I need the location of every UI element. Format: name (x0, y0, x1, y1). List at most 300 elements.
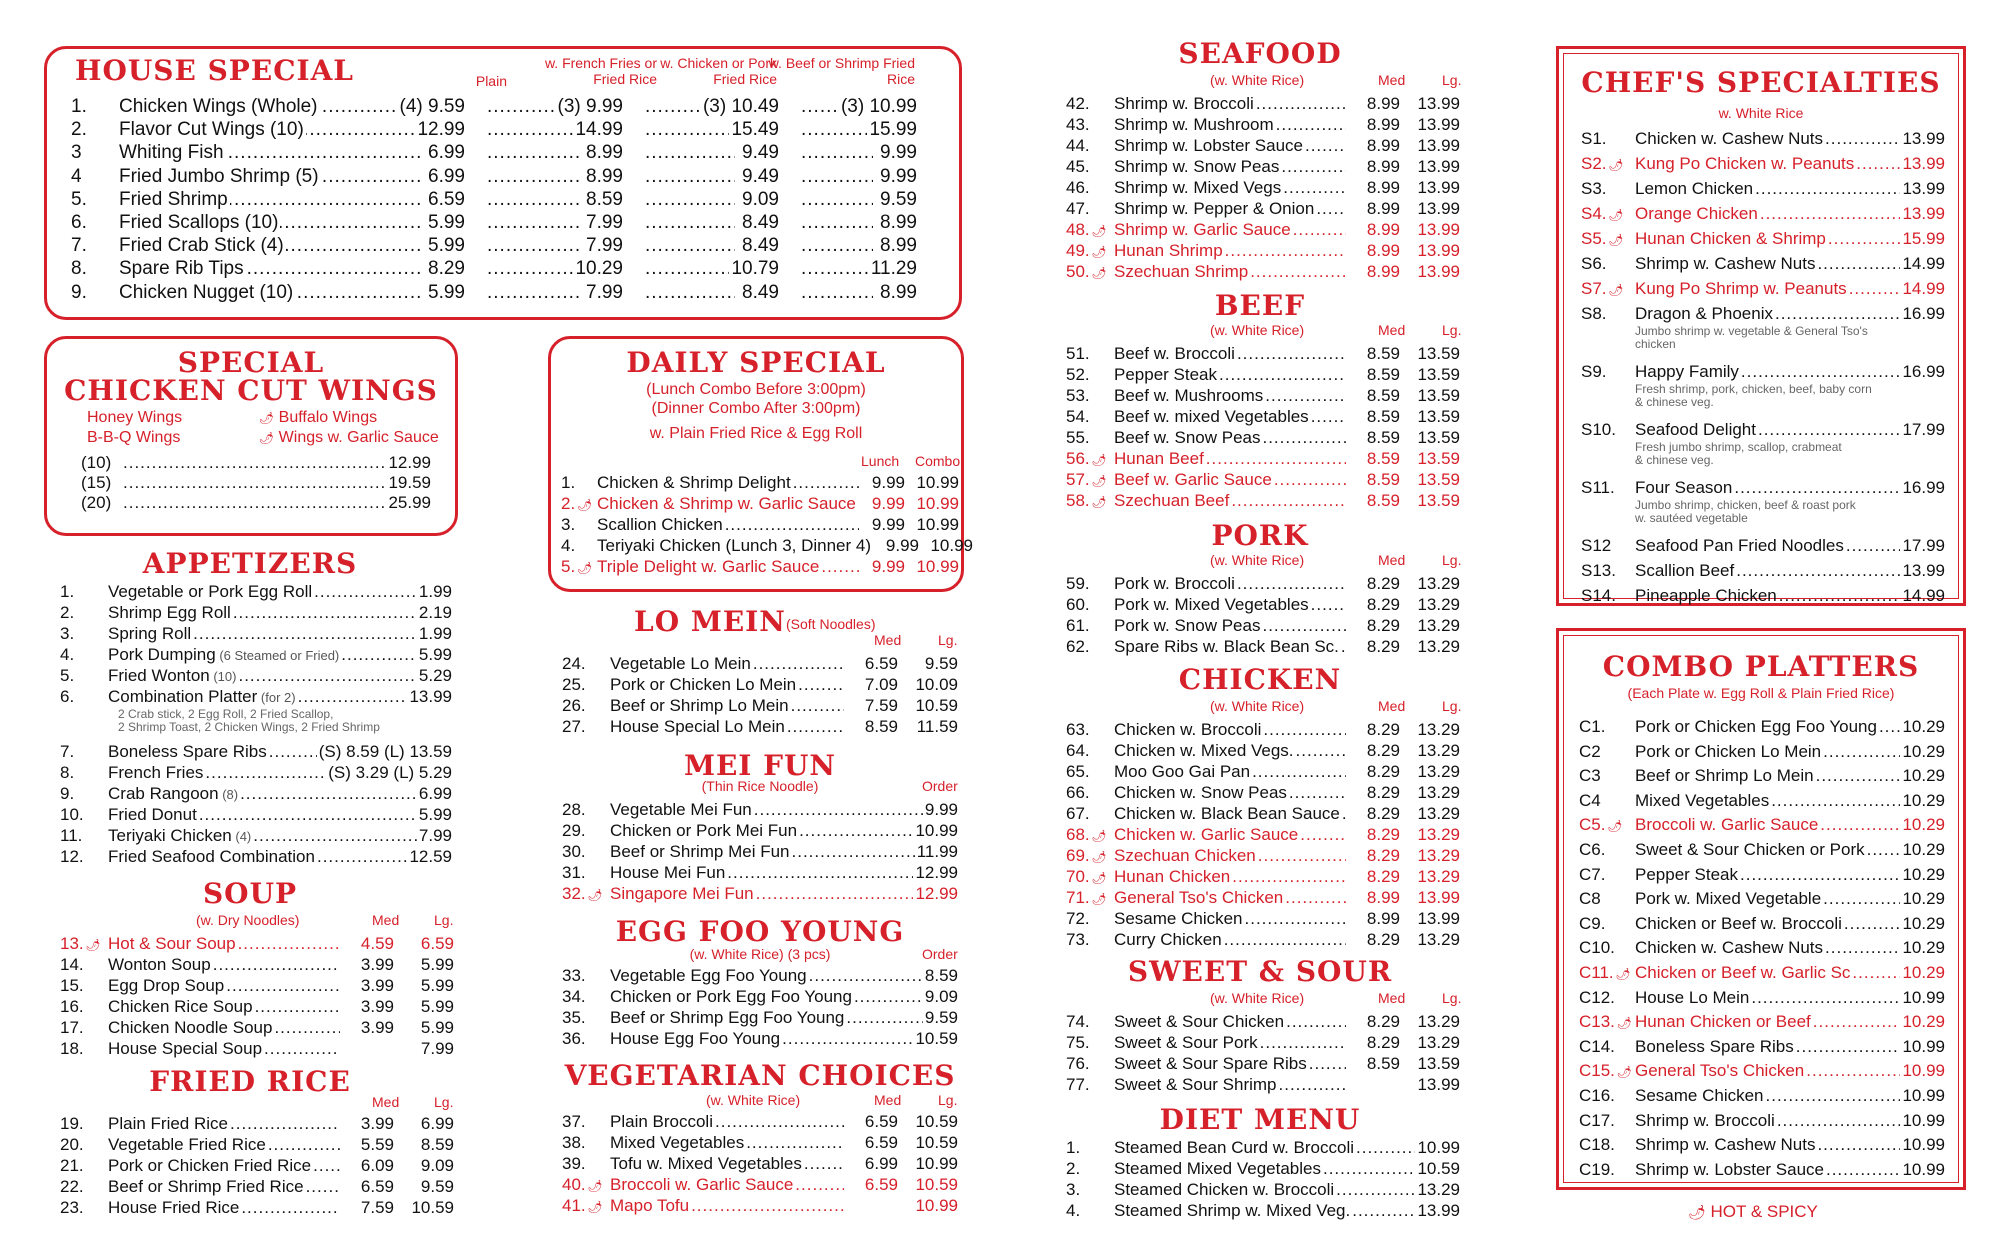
soup-subtitle: (w. Dry Noodles) (196, 912, 300, 928)
leader-dots (801, 190, 873, 210)
leader-dots (1311, 595, 1346, 615)
leader-dots (317, 847, 407, 867)
price: 25.99 (388, 493, 431, 512)
item-number-text: S4. (1581, 204, 1607, 223)
item-number: 15. (60, 976, 84, 995)
leader-dots (1356, 1138, 1415, 1158)
item-name: General Tso's Chicken (1114, 888, 1284, 907)
leader-dots (756, 884, 914, 904)
leader-dots (241, 1198, 340, 1218)
vegetarian-lg-header: Lg. (938, 1092, 958, 1108)
leader-dots (801, 236, 873, 256)
leader-dots (1237, 574, 1346, 594)
item-name: Mixed Vegetables (1635, 790, 1770, 810)
price-med: 8.29 (1366, 574, 1400, 593)
item-name: Tofu w. Mixed Vegetables (610, 1154, 802, 1173)
pepper-icon: 🌶︎ (1608, 283, 1624, 297)
pepper-icon: 🌶︎ (85, 938, 101, 952)
pepper-icon: 🌶︎ (1607, 819, 1623, 834)
menu-item-row (1066, 344, 1460, 364)
price-col-3: 9.49 (742, 165, 779, 187)
price-lg: 13.29 (1417, 741, 1460, 760)
price-lg: 8.59 (420, 1135, 454, 1154)
item-number: 16. (60, 997, 84, 1016)
item-number-text: S5. (1581, 229, 1607, 248)
item-name: Shrimp w. Lobster Sauce (1114, 136, 1303, 155)
leader-dots (645, 120, 735, 140)
leader-dots (233, 603, 417, 623)
menu-item-row (60, 955, 454, 975)
item-name: General Tso's Chicken (1635, 1061, 1805, 1081)
leader-dots (298, 687, 408, 707)
leader-dots (753, 654, 844, 674)
price-col-4: 8.99 (880, 235, 917, 257)
item-number: 6. (71, 212, 87, 233)
menu-item-row (562, 1112, 958, 1132)
item-number-text: 48. (1066, 220, 1090, 239)
item-name: House Fried Rice (108, 1198, 240, 1217)
item-number-text: C11. (1579, 963, 1614, 982)
item-number: 75. (1066, 1033, 1090, 1052)
item-number (562, 884, 610, 905)
price: 16.99 (1902, 304, 1945, 323)
leader-dots (727, 863, 913, 883)
item-description: & chinese veg. (1635, 453, 1714, 467)
item-number: 62. (1066, 637, 1090, 656)
leader-dots (645, 143, 735, 163)
price: 13.99 (1902, 561, 1945, 580)
item-number (1579, 1012, 1635, 1033)
leader-dots (1300, 825, 1346, 845)
menu-item-row (562, 1133, 958, 1153)
item-name: Kung Po Chicken w. Peanuts (1635, 154, 1855, 173)
item-name: Four Season (1635, 478, 1733, 497)
price: 10.29 (1902, 864, 1945, 884)
item-number: C10. (1579, 938, 1615, 958)
price-lg: 13.59 (1417, 407, 1460, 426)
menu-item-row (81, 473, 431, 493)
price-med: 8.59 (1366, 449, 1400, 468)
menu-item-row (60, 847, 452, 867)
item-number: 47. (1066, 199, 1090, 218)
item-number: (10) (81, 453, 112, 472)
price-lg: 10.59 (915, 696, 958, 715)
lo-mein-lg-header: Lg. (938, 632, 958, 648)
item-number: 42. (1066, 94, 1090, 113)
price-med: 8.29 (1366, 1012, 1400, 1031)
price-lg: 9.59 (420, 1177, 454, 1196)
leader-dots (1852, 963, 1900, 983)
price: 13.99 (1417, 1201, 1460, 1220)
item-name: Fried Crab Stick (4) (119, 235, 284, 257)
item-number: 65. (1066, 762, 1090, 781)
price-med: 8.29 (1366, 637, 1400, 656)
price-lg: 6.59 (420, 934, 454, 953)
item-name: Combination Platter (for 2) (108, 687, 296, 706)
leader-dots (1775, 304, 1900, 324)
leader-dots (1846, 536, 1901, 556)
item-name: Pork w. Snow Peas (1114, 616, 1261, 635)
item-name: Beef w. mixed Vegetables (1114, 407, 1309, 426)
egg-foo-young-order-header: Order (922, 946, 958, 962)
price-lg: 13.59 (1417, 344, 1460, 363)
item-name: Pepper Steak (1635, 864, 1739, 884)
leader-dots (1305, 136, 1346, 156)
pepper-icon: 🌶︎ (1616, 1016, 1633, 1031)
price: 12.59 (409, 847, 452, 866)
wings-box (44, 336, 458, 536)
item-number-text: 70. (1066, 867, 1090, 886)
leader-dots (715, 1112, 844, 1132)
menu-item-row (1066, 491, 1460, 512)
price-col-2: 14.99 (575, 119, 623, 141)
price: 10.99 (1902, 1061, 1945, 1081)
price: 17.99 (1902, 536, 1945, 555)
menu-item-row (1581, 204, 1945, 225)
price-col-1: 6.99 (428, 165, 465, 187)
price-med: 8.59 (1366, 428, 1400, 447)
menu-item-row (1066, 199, 1460, 219)
menu-item-row (60, 1114, 454, 1134)
mei-fun-title: MEI FUN (683, 749, 837, 782)
price-med: 8.59 (1366, 344, 1400, 363)
item-name: Beef or Shrimp Egg Foo Young (610, 1008, 845, 1027)
item-number-text: 49. (1066, 241, 1090, 260)
item-name: Fried Donut (108, 805, 197, 824)
price-col-4: 9.99 (880, 142, 917, 164)
pork-subtitle: (w. White Rice) (1210, 552, 1305, 568)
leader-dots (1323, 1159, 1415, 1179)
leader-dots (1250, 262, 1346, 282)
price-col-4: 15.99 (869, 119, 917, 141)
item-name: Fried Shrimp (119, 188, 228, 210)
pepper-icon: 🌶︎ (1091, 245, 1107, 259)
item-name: Pepper Steak (1114, 365, 1218, 384)
price-med: 8.59 (1366, 365, 1400, 384)
pepper-icon: 🌶︎ (1615, 967, 1631, 981)
leader-dots (1844, 914, 1901, 934)
item-number: 25. (562, 675, 586, 694)
item-name: Chicken Rice Soup (108, 997, 253, 1016)
menu-item-row (1581, 536, 1945, 556)
item-number-text: 56. (1066, 449, 1090, 468)
price-lg: 7.99 (420, 1039, 454, 1058)
item-name: Beef w. Snow Peas (1114, 428, 1261, 447)
price-lg: 13.29 (1417, 783, 1460, 802)
item-name: Shrimp w. Pepper & Onion (1114, 199, 1315, 218)
leader-dots (809, 966, 923, 986)
item-name: Chicken or Beef w. Broccoli (1635, 913, 1842, 933)
item-number: 12. (60, 847, 84, 866)
item-number: 8. (71, 258, 87, 280)
item-name: Pork or Chicken Fried Rice (108, 1156, 312, 1175)
price: 10.99 (1902, 1086, 1945, 1105)
item-number: 61. (1066, 616, 1090, 635)
leader-dots (1771, 791, 1900, 811)
item-number (1066, 241, 1114, 262)
item-number: S14. (1581, 586, 1616, 605)
item-name: House Egg Foo Young (610, 1029, 781, 1048)
item-number-text: C13. (1579, 1012, 1615, 1032)
item-number-text: 58. (1066, 491, 1090, 510)
item-name: Lemon Chicken (1635, 179, 1754, 198)
item-number-text: C15. (1579, 1061, 1615, 1081)
soup-med-header: Med (372, 912, 400, 928)
item-description: Fresh jumbo shrimp, scallop, crabmeat (1635, 440, 1842, 454)
item-name: Shrimp w. Garlic Sauce (1114, 220, 1291, 239)
menu-item-row (1066, 386, 1460, 406)
price-med: 8.29 (1366, 720, 1400, 739)
menu-item-row (60, 645, 452, 666)
menu-item-row (562, 1029, 958, 1049)
pepper-icon: 🌶︎ (259, 411, 275, 425)
item-number: C12. (1579, 987, 1615, 1007)
pepper-icon: 🌶︎ (259, 431, 275, 445)
price-lg: 13.29 (1417, 825, 1460, 844)
price: 10.29 (1902, 1012, 1945, 1032)
item-note: (8) (218, 787, 239, 802)
item-number: S10. (1581, 420, 1616, 439)
pepper-icon: 🌶︎ (1608, 208, 1624, 222)
leader-dots (313, 1156, 340, 1176)
price-med: 6.99 (864, 1154, 898, 1173)
price: 14.99 (1902, 279, 1945, 298)
price-lg: 10.59 (915, 1175, 958, 1194)
pepper-icon: 🌶︎ (1608, 158, 1624, 172)
menu-item-row (562, 966, 958, 986)
item-note: (10) (209, 669, 237, 684)
price-med: 9.99 (871, 515, 905, 534)
price-med: 8.99 (1366, 241, 1400, 260)
mei-fun-subtitle: (Thin Rice Noodle) (701, 778, 819, 794)
price-med: 9.99 (885, 536, 920, 555)
leader-dots (804, 1154, 844, 1174)
menu-item-row (562, 1154, 958, 1174)
pepper-icon: 🌶︎ (1091, 495, 1107, 509)
item-number (561, 494, 597, 515)
leader-dots (1856, 154, 1900, 174)
combo-platters-box (1556, 628, 1966, 1190)
leader-dots (487, 143, 579, 163)
leader-dots (123, 473, 386, 493)
item-number (1581, 154, 1635, 175)
item-number: 60. (1066, 595, 1090, 614)
menu-item-row (60, 582, 452, 602)
menu-item-row (60, 624, 452, 644)
menu-item-row (1581, 478, 1945, 498)
price-med: 8.29 (1366, 616, 1400, 635)
menu-item-row (1581, 304, 1945, 324)
menu-item-row (1066, 616, 1460, 636)
item-number: 37. (562, 1112, 586, 1131)
menu-item-row (1066, 741, 1460, 761)
item-number: 22. (60, 1177, 84, 1196)
item-number: S1. (1581, 129, 1607, 148)
price: 10.29 (1902, 790, 1945, 810)
item-name: Steamed Shrimp w. Mixed Veg. (1114, 1201, 1351, 1220)
item-name: Plain Broccoli (610, 1112, 713, 1131)
daily-lunch-header: Lunch (861, 453, 900, 469)
menu-item-row (562, 987, 958, 1007)
price-col-1: 6.99 (428, 142, 465, 164)
item-name: Shrimp w. Mushroom (1114, 115, 1274, 134)
daily-sub-1: (Lunch Combo Before 3:00pm) (646, 381, 866, 398)
menu-item-row (561, 536, 974, 556)
item-name: Shrimp w. Mixed Vegs (1114, 178, 1282, 197)
pepper-icon: 🌶︎ (1091, 266, 1107, 280)
price: 13.99 (1902, 179, 1945, 198)
price-col-1: 12.99 (417, 119, 465, 141)
item-name: Steamed Bean Curd w. Broccoli (1114, 1138, 1355, 1157)
price-med: 7.59 (360, 1198, 394, 1217)
price-col-3: 15.49 (731, 119, 779, 141)
leader-dots (799, 821, 913, 841)
item-number: C16. (1579, 1086, 1615, 1105)
item-name: Boneless Spare Ribs (108, 742, 267, 761)
leader-dots (645, 283, 735, 303)
vegetarian-subtitle: (w. White Rice) (706, 1092, 801, 1108)
item-number (562, 1175, 610, 1196)
leader-dots (226, 976, 340, 996)
item-number (1066, 825, 1114, 846)
menu-item-row (1579, 1135, 1945, 1155)
seafood-lg-header: Lg. (1442, 72, 1462, 88)
beef-subtitle: (w. White Rice) (1210, 322, 1305, 338)
price-lg: 13.59 (1417, 449, 1460, 468)
leader-dots (1806, 1061, 1900, 1081)
leader-dots (792, 842, 915, 862)
leader-dots (1816, 766, 1901, 786)
price-lg: 5.99 (420, 955, 454, 974)
price: 2.19 (418, 603, 452, 622)
item-name: Hunan Chicken or Beef (1635, 1012, 1811, 1032)
price-med: 4.59 (360, 934, 394, 953)
item-number: 17. (60, 1018, 84, 1037)
price: 1.99 (418, 624, 452, 643)
leader-dots (1751, 988, 1900, 1008)
item-number: 39. (562, 1154, 586, 1173)
price-col-2: 8.99 (586, 142, 623, 164)
menu-item-row (1579, 1111, 1945, 1131)
price: 10.99 (915, 821, 958, 840)
sweet-sour-title: SWEET & SOUR (1127, 955, 1393, 988)
price-med: 6.59 (864, 1175, 898, 1194)
price-lg: 9.09 (420, 1156, 454, 1175)
item-name: Teriyaki Chicken (4) (108, 826, 252, 845)
item-name: House Mei Fun (610, 863, 726, 882)
item-number: 6. (60, 687, 75, 706)
item-name: Fried Wonton (10) (108, 666, 237, 685)
menu-item-row (1066, 262, 1460, 283)
price: 16.99 (1902, 478, 1945, 497)
item-number: 3. (60, 624, 75, 643)
item-name: Sweet & Sour Chicken (1114, 1012, 1285, 1031)
item-number: 20. (60, 1135, 84, 1154)
item-note: (6 Steamed or Fried) (215, 648, 340, 663)
chicken-title: CHICKEN (1178, 663, 1342, 696)
leader-dots (1736, 561, 1900, 581)
pepper-icon: 🌶︎ (1091, 224, 1107, 238)
pepper-icon: 🌶︎ (1091, 474, 1107, 488)
price: 9.99 (924, 800, 958, 819)
item-number: 45. (1066, 157, 1090, 176)
price-lg: 13.99 (1417, 262, 1460, 281)
price-lg: 13.59 (1417, 365, 1460, 384)
item-name: Chicken w. Mixed Vegs. (1114, 741, 1294, 760)
pepper-icon: 🌶︎ (1091, 892, 1107, 906)
price-med: 8.59 (1366, 491, 1400, 510)
price-med: 6.59 (864, 654, 898, 673)
item-number-text: 68. (1066, 825, 1090, 844)
house-special-column-header: w. Beef or Shrimp Fried Rice (768, 55, 915, 87)
price-med: 8.29 (1366, 867, 1400, 886)
leader-dots (645, 236, 735, 256)
item-number: 1. (561, 473, 576, 492)
leader-dots (746, 1133, 844, 1153)
item-number: C9. (1579, 913, 1606, 933)
leader-dots (798, 675, 844, 695)
leader-dots (782, 1029, 913, 1049)
price-lg: 13.29 (1417, 930, 1460, 949)
price: 10.99 (1902, 1110, 1945, 1130)
daily-special-box (548, 336, 974, 592)
price-lg: 13.59 (1417, 1054, 1460, 1073)
menu-item-row (60, 742, 452, 762)
item-number: 27. (562, 717, 586, 736)
leader-dots (1279, 1075, 1346, 1095)
item-number-text: 2. (561, 494, 576, 513)
price: 10.99 (1417, 1138, 1460, 1157)
price: 19.59 (388, 473, 431, 492)
leader-dots (1342, 804, 1346, 824)
price: 6.99 (418, 784, 452, 803)
leader-dots (1826, 1160, 1900, 1180)
item-description: Jumbo shrimp w. vegetable & General Tso's (1635, 324, 1868, 338)
leader-dots (793, 473, 859, 493)
price-med: 8.29 (1366, 783, 1400, 802)
leader-dots (255, 997, 340, 1017)
price-lg: 11.59 (916, 717, 958, 736)
leader-dots (1296, 741, 1346, 761)
leader-dots (230, 1114, 340, 1134)
menu-item-row (1066, 1012, 1460, 1032)
leader-dots (1258, 846, 1346, 866)
leader-dots (1286, 1012, 1346, 1032)
item-name: Spare Rib Tips (119, 258, 244, 280)
price-col-3: 8.49 (742, 235, 779, 257)
chicken-lg-header: Lg. (1442, 698, 1462, 714)
leader-dots (1206, 449, 1346, 469)
daily-combo-header: Combo (915, 453, 961, 469)
price-med: 8.29 (1366, 804, 1400, 823)
leader-dots (1760, 204, 1901, 224)
item-name: Beef w. Garlic Sauce (1114, 470, 1272, 489)
fried-rice-med-header: Med (372, 1094, 400, 1110)
price: 10.99 (1902, 1159, 1945, 1179)
price-lg: 13.59 (1417, 491, 1460, 510)
item-number (1066, 888, 1114, 909)
menu-item-row (1581, 561, 1945, 581)
leader-dots (801, 213, 873, 233)
menu-item-row (1581, 279, 1945, 300)
item-number-text: 40. (562, 1175, 586, 1194)
item-name: Beef or Shrimp Mei Fun (610, 842, 790, 861)
leader-dots (1813, 1012, 1901, 1032)
price-med: 6.59 (864, 1133, 898, 1152)
item-number: 11. (60, 826, 83, 845)
item-name: Sweet & Sour Pork (1114, 1033, 1258, 1052)
price-col-2: 7.99 (586, 281, 623, 303)
